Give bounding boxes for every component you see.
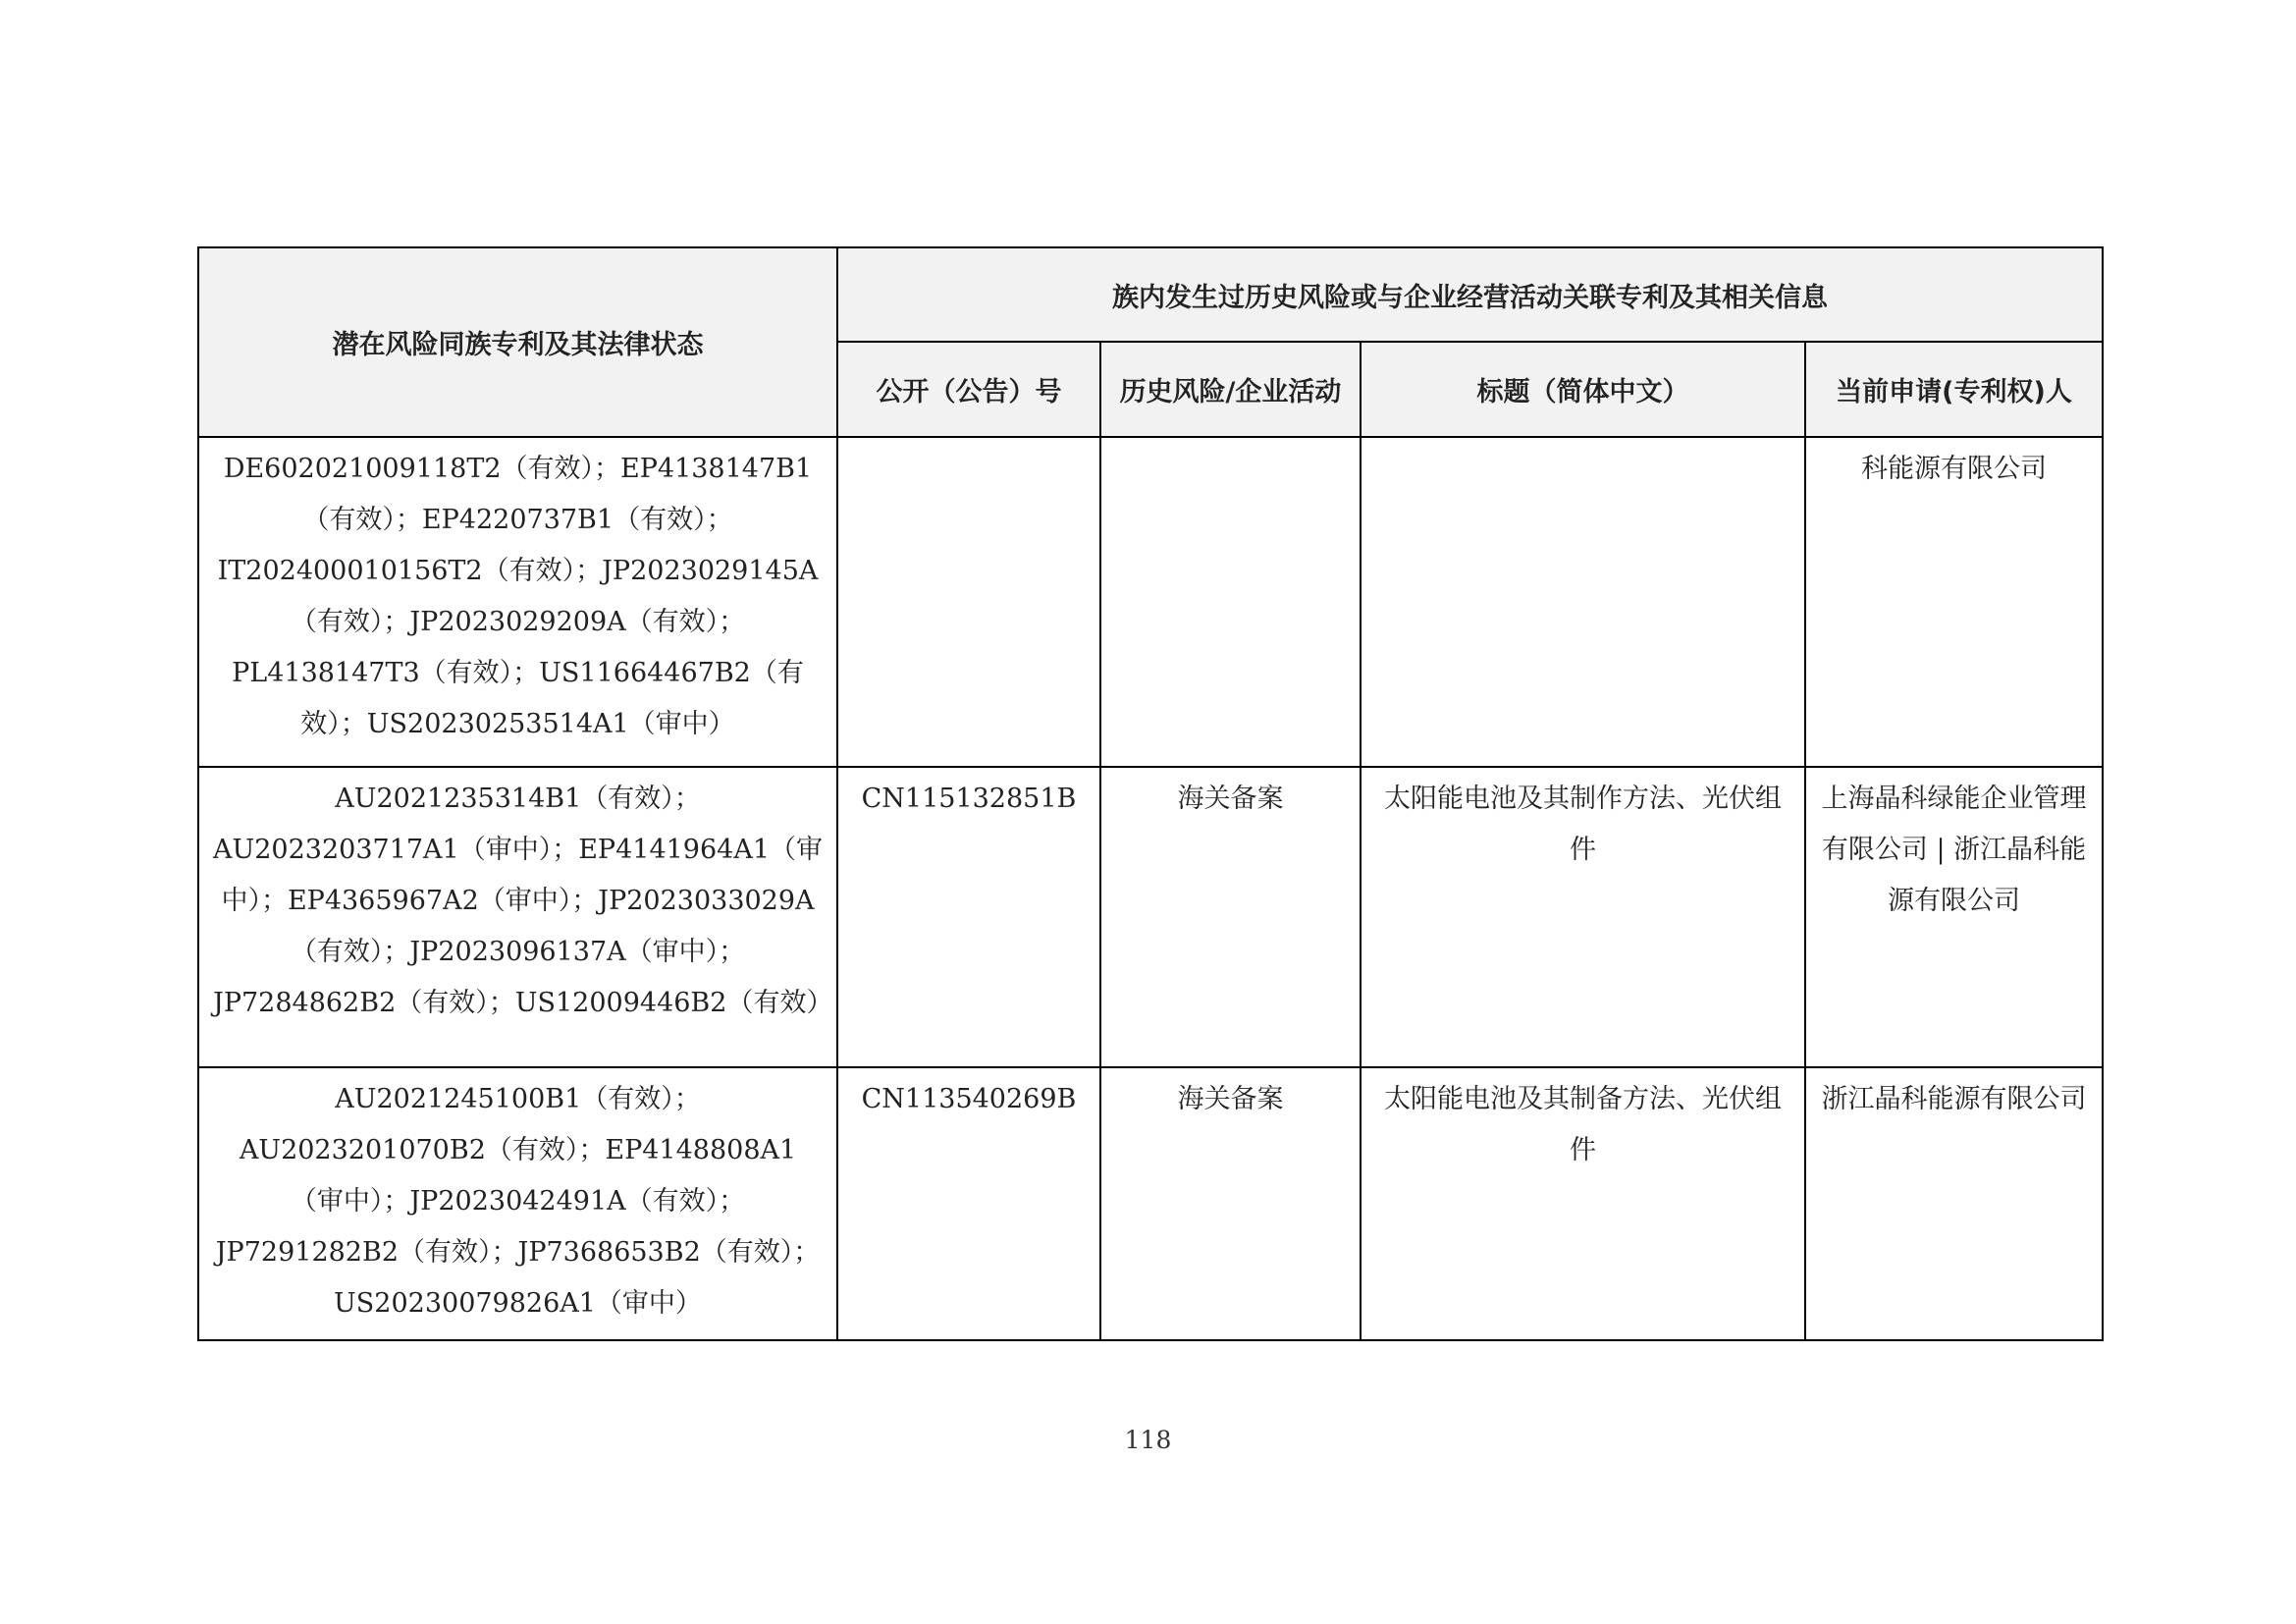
patent-family-table <box>197 246 2104 1341</box>
header-applicant: 当前申请(专利权)人 <box>1805 342 2103 437</box>
history-cell: 海关备案 <box>1100 767 1361 1067</box>
family-patents-cell: AU2021235314B1（有效）；AU2023203717A1（审中）；EP4141964A1（审中）；EP4365967A2（审中）；JP2023033029A（有效）；JP2023096137A（审中）；JP7284862B2（有效）；US12009446B2（有效） <box>198 767 837 1067</box>
table-row <box>198 767 2103 1067</box>
applicant-cell: 科能源有限公司 <box>1805 437 2103 767</box>
pub-number-cell: CN115132851B <box>837 767 1100 1067</box>
header-related-info: 族内发生过历史风险或与企业经营活动关联专利及其相关信息 <box>837 247 2103 342</box>
header-title-cn: 标题（简体中文） <box>1361 342 1805 437</box>
table-row <box>198 1067 2103 1340</box>
pub-number-cell <box>837 437 1100 767</box>
title-cell <box>1361 437 1805 767</box>
applicant-cell: 上海晶科绿能企业管理有限公司 | 浙江晶科能源有限公司 <box>1805 767 2103 1067</box>
applicant-cell: 浙江晶科能源有限公司 <box>1805 1067 2103 1340</box>
family-patents-cell: DE602021009118T2（有效）；EP4138147B1（有效）；EP4220737B1（有效）；IT202400010156T2（有效）；JP2023029145A（有效）；JP2023029209A（有效）；PL4138147T3（有效）；US11664467B2（有效）；US20230253514A1（审中） <box>198 437 837 767</box>
history-cell <box>1100 437 1361 767</box>
title-cell: 太阳能电池及其制作方法、光伏组件 <box>1361 767 1805 1067</box>
header-row-1 <box>198 247 2103 342</box>
header-pub-number: 公开（公告）号 <box>837 342 1100 437</box>
page-number: 118 <box>1124 1426 1172 1454</box>
history-cell: 海关备案 <box>1100 1067 1361 1340</box>
pub-number-cell: CN113540269B <box>837 1067 1100 1340</box>
title-cell: 太阳能电池及其制备方法、光伏组件 <box>1361 1067 1805 1340</box>
header-history-risk: 历史风险/企业活动 <box>1100 342 1361 437</box>
header-family-status: 潜在风险同族专利及其法律状态 <box>198 247 837 437</box>
family-patents-cell: AU2021245100B1（有效）；AU2023201070B2（有效）；EP4148808A1（审中）；JP2023042491A（有效）；JP7291282B2（有效）；JP7368653B2（有效）；US20230079826A1（审中） <box>198 1067 837 1340</box>
table-row <box>198 437 2103 767</box>
